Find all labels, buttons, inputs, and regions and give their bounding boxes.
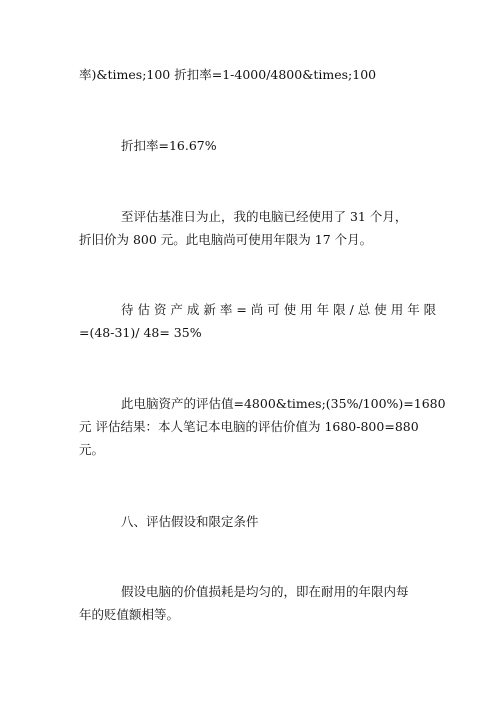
discount-rate-result: 折扣率=16.67% — [121, 138, 217, 153]
assumption-paragraph-line-2: 年的贬值额相等。 — [79, 607, 180, 622]
newness-rate-formula-line-1: 待 估 资 产 成 新 率 = 尚 可 使 用 年 限 / 总 使 用 年 限 — [121, 302, 437, 317]
paragraph-usage-line-2: 折旧价为 800 元。此电脑尚可使用年限为 17 个月。 — [79, 232, 373, 247]
section-heading-assumptions: 八、评估假设和限定条件 — [121, 514, 259, 529]
newness-rate-formula-line-2: =(48-31)/ 48= 35% — [79, 325, 202, 340]
valuation-line-2: 元 评估结果：本人笔记本电脑的评估价值为 1680-800=880 — [79, 419, 419, 434]
valuation-line-3: 元。 — [79, 442, 105, 457]
valuation-line-1: 此电脑资产的评估值=4800&times;(35%/100%)=1680 — [121, 396, 446, 411]
paragraph-usage-line-1: 至评估基准日为止，我的电脑已经使用了 31 个月， — [121, 209, 408, 224]
assumption-paragraph-line-1: 假设电脑的价值损耗是均匀的，即在耐用的年限内每 — [121, 584, 409, 599]
formula-line-discount-rate: 率)&times;100 折扣率=1-4000/4800&times;100 — [79, 67, 377, 82]
